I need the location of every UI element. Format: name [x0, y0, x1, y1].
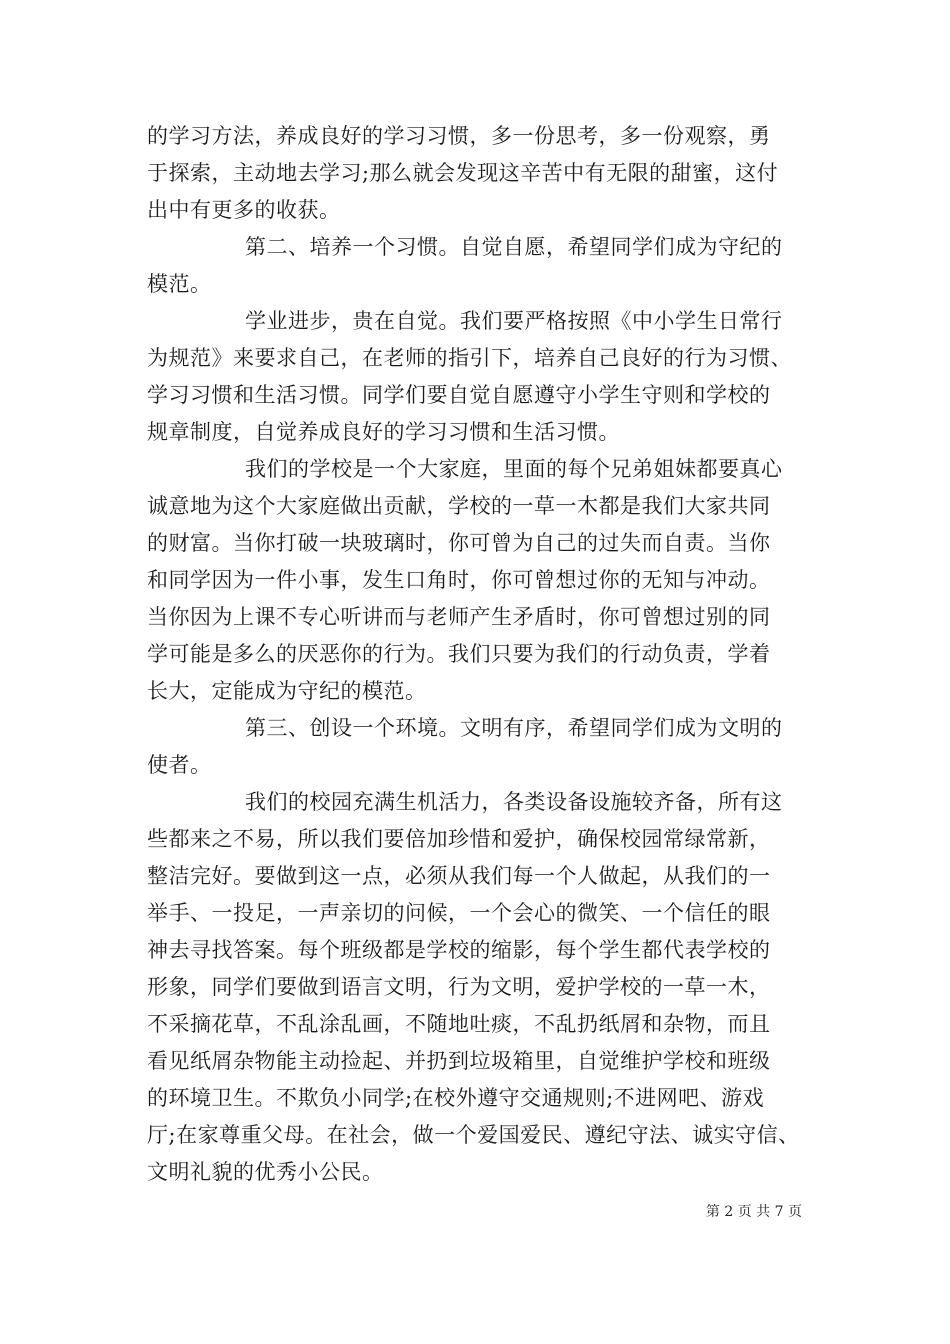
text-line: 我们的校园充满生机活力，各类设备设施较齐备，所有这	[245, 790, 783, 814]
text-line: 使者。	[147, 753, 212, 777]
text-line: 的财富。当你打破一块玻璃时，你可曾为自己的过失而自责。当你	[147, 531, 771, 555]
text-line: 整洁完好。要做到这一点，必须从我们每一个人做起，从我们的一	[147, 864, 771, 888]
text-line: 举手、一投足，一声亲切的问候，一个会心的微笑、一个信任的眼	[147, 901, 771, 925]
text-line: 厅;在家尊重父母。在社会，做一个爱国爱民、遵纪守法、诚实守信、	[147, 1123, 800, 1147]
text-line: 第二、培养一个习惯。自觉自愿，希望同学们成为守纪的	[245, 235, 783, 259]
text-line: 第三、创设一个环境。文明有序，希望同学们成为文明的	[245, 716, 783, 740]
page-number: 第 2 页 共 7 页	[705, 1204, 802, 1220]
text-line: 我们的学校是一个大家庭，里面的每个兄弟姐妹都要真心	[245, 457, 783, 481]
text-line: 学习习惯和生活习惯。同学们要自觉自愿遵守小学生守则和学校的	[147, 383, 771, 407]
text-line: 学可能是多么的厌恶你的行为。我们只要为我们的行动负责，学着	[147, 642, 771, 666]
text-line: 不采摘花草，不乱涂乱画，不随地吐痰，不乱扔纸屑和杂物，而且	[147, 1012, 771, 1036]
text-line: 出中有更多的收获。	[147, 198, 341, 222]
text-line: 规章制度，自觉养成良好的学习习惯和生活习惯。	[147, 420, 620, 444]
text-line: 形象，同学们要做到语言文明，行为文明，爱护学校的一草一木，	[147, 975, 771, 999]
text-line: 为规范》来要求自己，在老师的指引下，培养自己良好的行为习惯、	[147, 346, 792, 370]
text-line: 学业进步，贵在自觉。我们要严格按照《中小学生日常行	[245, 309, 783, 333]
text-line: 和同学因为一件小事，发生口角时，你可曾想过你的无知与冲动。	[147, 568, 771, 592]
text-line: 于探索，主动地去学习;那么就会发现这辛苦中有无限的甜蜜，这付	[147, 161, 779, 185]
text-line: 文明礼貌的优秀小公民。	[147, 1160, 384, 1184]
text-line: 当你因为上课不专心听讲而与老师产生矛盾时，你可曾想过别的同	[147, 605, 771, 629]
text-line: 的学习方法，养成良好的学习习惯，多一份思考，多一份观察，勇	[147, 124, 771, 148]
text-line: 模范。	[147, 272, 212, 296]
text-line: 的环境卫生。不欺负小同学;在校外遵守交通规则;不进网吧、游戏	[147, 1086, 765, 1110]
text-line: 些都来之不易，所以我们要倍加珍惜和爱护，确保校园常绿常新，	[147, 827, 771, 851]
text-line: 看见纸屑杂物能主动捡起、并扔到垃圾箱里，自觉维护学校和班级	[147, 1049, 771, 1073]
text-line: 诚意地为这个大家庭做出贡献，学校的一草一木都是我们大家共同	[147, 494, 771, 518]
text-line: 神去寻找答案。每个班级都是学校的缩影，每个学生都代表学校的	[147, 938, 771, 962]
text-line: 长大，定能成为守纪的模范。	[147, 679, 427, 703]
